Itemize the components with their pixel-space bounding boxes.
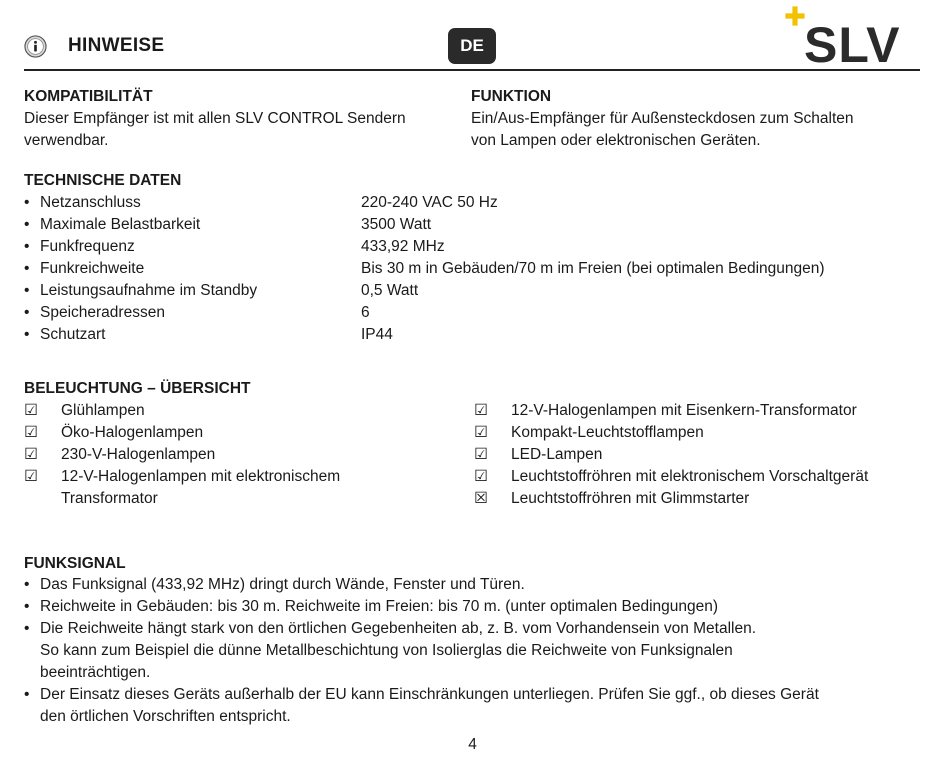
language-badge: DE [448, 28, 496, 64]
lamp-label: LED-Lampen [511, 446, 603, 463]
page-title: HINWEISE [68, 35, 165, 56]
tech-table [24, 192, 924, 346]
tech-value: IP44 [361, 326, 393, 343]
tech-title: TECHNISCHE DATEN [24, 172, 182, 189]
check-mark-icon: ☑ [474, 446, 488, 463]
tech-label: Funkreichweite [40, 260, 145, 277]
tech-row: • Schutzart IP44 [24, 324, 924, 346]
lamp-label: Leuchtstoffröhren mit elektronischem Vorschaltgerät [511, 468, 869, 485]
tech-label: Speicheradressen [40, 304, 165, 321]
funksignal-line: Die Reichweite hängt stark von den örtlichen Gegebenheiten ab, z. B. vom Vorhandensein von Metallen. [40, 620, 757, 637]
tech-row: • Leistungsaufnahme im Standby 0,5 Watt [24, 280, 924, 302]
funksignal-line: So kann zum Beispiel die dünne Metallbeschichtung von Isolierglas die Reichweite von Funksignalen [40, 642, 733, 659]
tech-label: Leistungsaufnahme im Standby [40, 282, 258, 299]
funktion-section [471, 86, 854, 152]
funksignal-list [24, 574, 934, 728]
funksignal-line: beeinträchtigen. [40, 664, 151, 681]
lamp-label-continued: Transformator [61, 490, 158, 507]
check-mark-icon: ☑ [474, 468, 488, 485]
lamp-item [24, 466, 444, 510]
funksignal-item: • Die Reichweite hängt stark von den örtlichen Gegebenheiten ab, z. B. vom Vorhandensein von Metallen. So kann zum Beispiel die dünne Metallbeschichtung von Isolierglas die Reichweite von Funksignalen beeinträchtigen. [24, 618, 934, 684]
funksignal-line: Reichweite in Gebäuden: bis 30 m. Reichweite im Freien: bis 70 m. (unter optimalen Bedingungen) [40, 598, 719, 615]
funksignal-line: Das Funksignal (433,92 MHz) dringt durch Wände, Fenster und Türen. [40, 576, 525, 593]
lamp-list-right [474, 400, 944, 510]
tech-row: • Funkfrequenz 433,92 MHz [24, 236, 924, 258]
check-mark-icon: ☑ [24, 424, 38, 441]
funksignal-item: • Das Funksignal (433,92 MHz) dringt durch Wände, Fenster und Türen. [24, 574, 934, 596]
beleuchtung-title: BELEUCHTUNG – ÜBERSICHT [24, 380, 251, 397]
info-icon [24, 35, 47, 58]
tech-label: Schutzart [40, 326, 106, 343]
slv-logo [782, 6, 922, 66]
tech-row: • Netzanschluss 220-240 VAC 50 Hz [24, 192, 924, 214]
funktion-title: FUNKTION [471, 88, 552, 105]
funktion-line: Ein/Aus-Empfänger für Außensteckdosen zum Schalten [471, 110, 854, 127]
funksignal-line: Der Einsatz dieses Geräts außerhalb der EU kann Einschränkungen unterliegen. Prüfen Sie ggf., ob dieses Gerät [40, 686, 819, 703]
lamp-item [474, 488, 944, 510]
lamp-label: 12-V-Halogenlampen mit elektronischem [61, 468, 341, 485]
funksignal-item: • Der Einsatz dieses Geräts außerhalb der EU kann Einschränkungen unterliegen. Prüfen Sie ggf., ob dieses Gerät den örtlichen Vorschriften entspricht. [24, 684, 934, 728]
tech-value: 3500 Watt [361, 216, 432, 233]
lamp-item [474, 422, 944, 444]
tech-label: Maximale Belastbarkeit [40, 216, 201, 233]
lamp-label: Glühlampen [61, 402, 145, 419]
funktion-line: von Lampen oder elektronischen Geräten. [471, 132, 761, 149]
tech-label: Netzanschluss [40, 194, 141, 211]
lamp-label: Öko-Halogenlampen [61, 424, 204, 441]
compat-line: verwendbar. [24, 132, 109, 149]
funksignal-line: den örtlichen Vorschriften entspricht. [40, 708, 291, 725]
tech-value: Bis 30 m in Gebäuden/70 m im Freien (bei optimalen Bedingungen) [361, 260, 825, 277]
tech-value: 433,92 MHz [361, 238, 445, 255]
lamp-item [24, 422, 444, 444]
funksignal-item: • Reichweite in Gebäuden: bis 30 m. Reichweite im Freien: bis 70 m. (unter optimalen Bedingungen) [24, 596, 934, 618]
tech-row: • Speicheradressen 6 [24, 302, 924, 324]
check-mark-icon: ☑ [474, 424, 488, 441]
tech-value: 6 [361, 304, 370, 321]
compat-section [24, 86, 406, 152]
lamp-item [24, 444, 444, 466]
cross-mark-icon: ☒ [474, 490, 488, 507]
tech-row: • Maximale Belastbarkeit 3500 Watt [24, 214, 924, 236]
lamp-label: Kompakt-Leuchtstofflampen [511, 424, 704, 441]
lamp-label: 230-V-Halogenlampen [61, 446, 216, 463]
compat-line: Dieser Empfänger ist mit allen SLV CONTROL Sendern [24, 110, 406, 127]
tech-row: • Funkreichweite Bis 30 m in Gebäuden/70 m im Freien (bei optimalen Bedingungen) [24, 258, 924, 280]
lamp-list-left [24, 400, 444, 510]
funksignal-title: FUNKSIGNAL [24, 555, 126, 572]
check-mark-icon: ☑ [474, 402, 488, 419]
lamp-item [474, 444, 944, 466]
page-number: 4 [468, 736, 477, 753]
lamp-item [474, 466, 944, 488]
header-divider [24, 69, 920, 71]
logo-text: SLV [804, 17, 901, 66]
lamp-item [24, 400, 444, 422]
check-mark-icon: ☑ [24, 402, 38, 419]
tech-value: 0,5 Watt [361, 282, 419, 299]
check-mark-icon: ☑ [24, 468, 38, 485]
tech-value: 220-240 VAC 50 Hz [361, 194, 498, 211]
lamp-item [474, 400, 944, 422]
tech-label: Funkfrequenz [40, 238, 135, 255]
lamp-label: Leuchtstoffröhren mit Glimmstarter [511, 490, 750, 507]
lamp-label: 12-V-Halogenlampen mit Eisenkern-Transformator [511, 402, 857, 419]
compat-title: KOMPATIBILITÄT [24, 88, 153, 105]
check-mark-icon: ☑ [24, 446, 38, 463]
